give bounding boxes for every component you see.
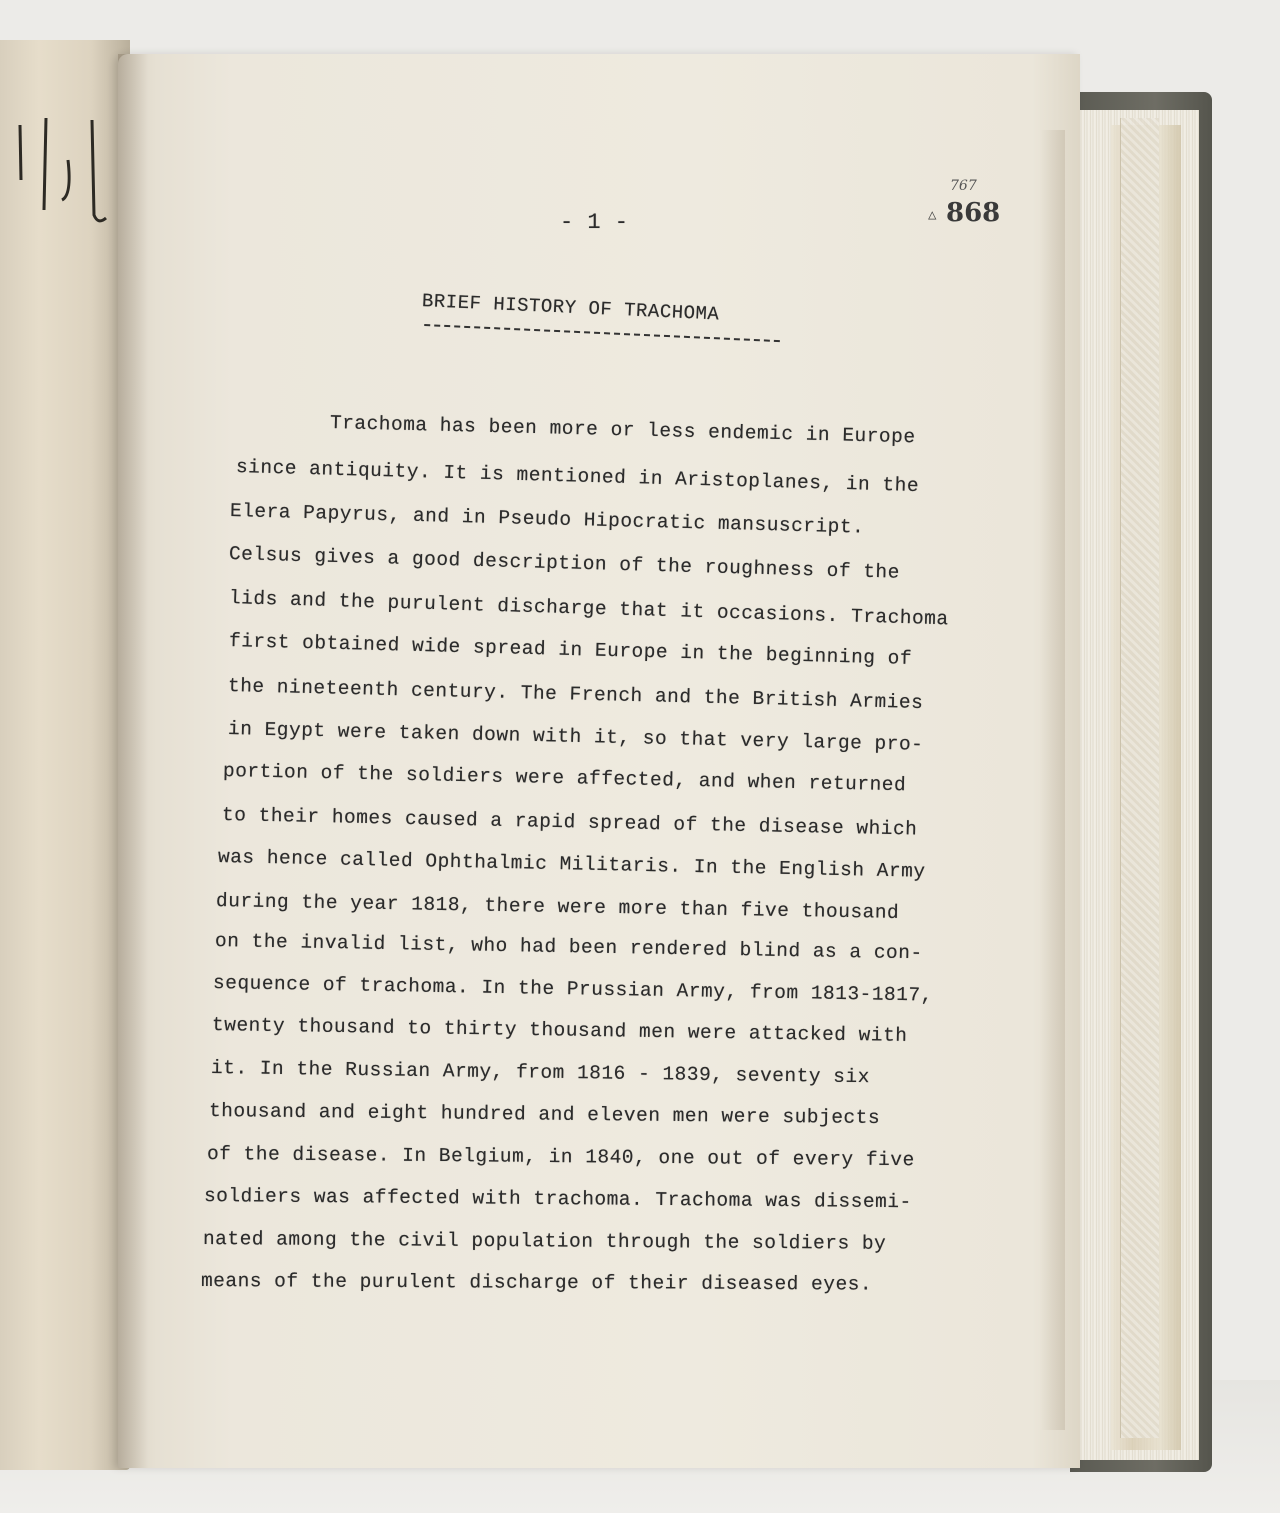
body-line: in Egypt were taken down with it, so that very large pro-: [227, 718, 924, 756]
body-line: twenty thousand to thirty thousand men were attacked with: [211, 1014, 908, 1047]
left-facing-page: [0, 40, 130, 1470]
body-line: it. In the Russian Army, from 1816 - 1839, seventy six: [210, 1057, 870, 1089]
body-line: to their homes caused a rapid spread of the disease which: [221, 804, 918, 841]
body-line: the nineteenth century. The French and the British Armies: [227, 675, 924, 714]
body-line: sequence of trachoma. In the Prussian Army, from 1813-1817,: [212, 972, 934, 1007]
body-line: of the disease. In Belgium, in 1840, one out of every five: [206, 1143, 915, 1172]
body-line: Trachoma has been more or less endemic in Europe: [329, 412, 916, 449]
body-line: during the year 1818, there were more than five thousand: [215, 890, 900, 924]
body-line: thousand and eight hundred and eleven men were subjects: [208, 1100, 881, 1130]
body-line: soldiers was affected with trachoma. Trachoma was dissemi-: [203, 1185, 912, 1214]
body-line: Celsus gives a good description of the roughness of the: [228, 543, 901, 584]
handwritten-page-number: 767: [950, 178, 977, 194]
body-line: Elera Papyrus, and in Pseudo Hipocratic mansuscript.: [229, 500, 865, 539]
page-edge-shading: [1040, 130, 1065, 1430]
page-number: - 1 -: [560, 210, 629, 235]
page-gutter: [118, 54, 148, 1468]
body-line: portion of the soldiers were affected, and when returned: [222, 760, 907, 797]
body-line: nated among the civil population through the soldiers by: [202, 1228, 887, 1255]
body-line: means of the purulent discharge of their diseased eyes.: [200, 1270, 873, 1296]
body-line: lids and the purulent discharge that it occasions. Trachoma: [228, 587, 949, 631]
document-title: BRIEF HISTORY OF TRACHOMA: [421, 290, 720, 326]
left-page-marks: [8, 100, 118, 230]
stamp-mark: △: [928, 208, 937, 224]
endpaper-edge: [1120, 118, 1159, 1438]
body-line: was hence called Ophthalmic Militaris. In the English Army: [217, 846, 926, 883]
body-line: on the invalid list, who had been rendered blind as a con-: [214, 930, 923, 965]
body-line: first obtained wide spread in Europe in the beginning of: [228, 630, 913, 670]
stamped-page-number: 868: [946, 198, 1001, 228]
body-line: since antiquity. It is mentioned in Aristoplanes, in the: [235, 456, 920, 498]
